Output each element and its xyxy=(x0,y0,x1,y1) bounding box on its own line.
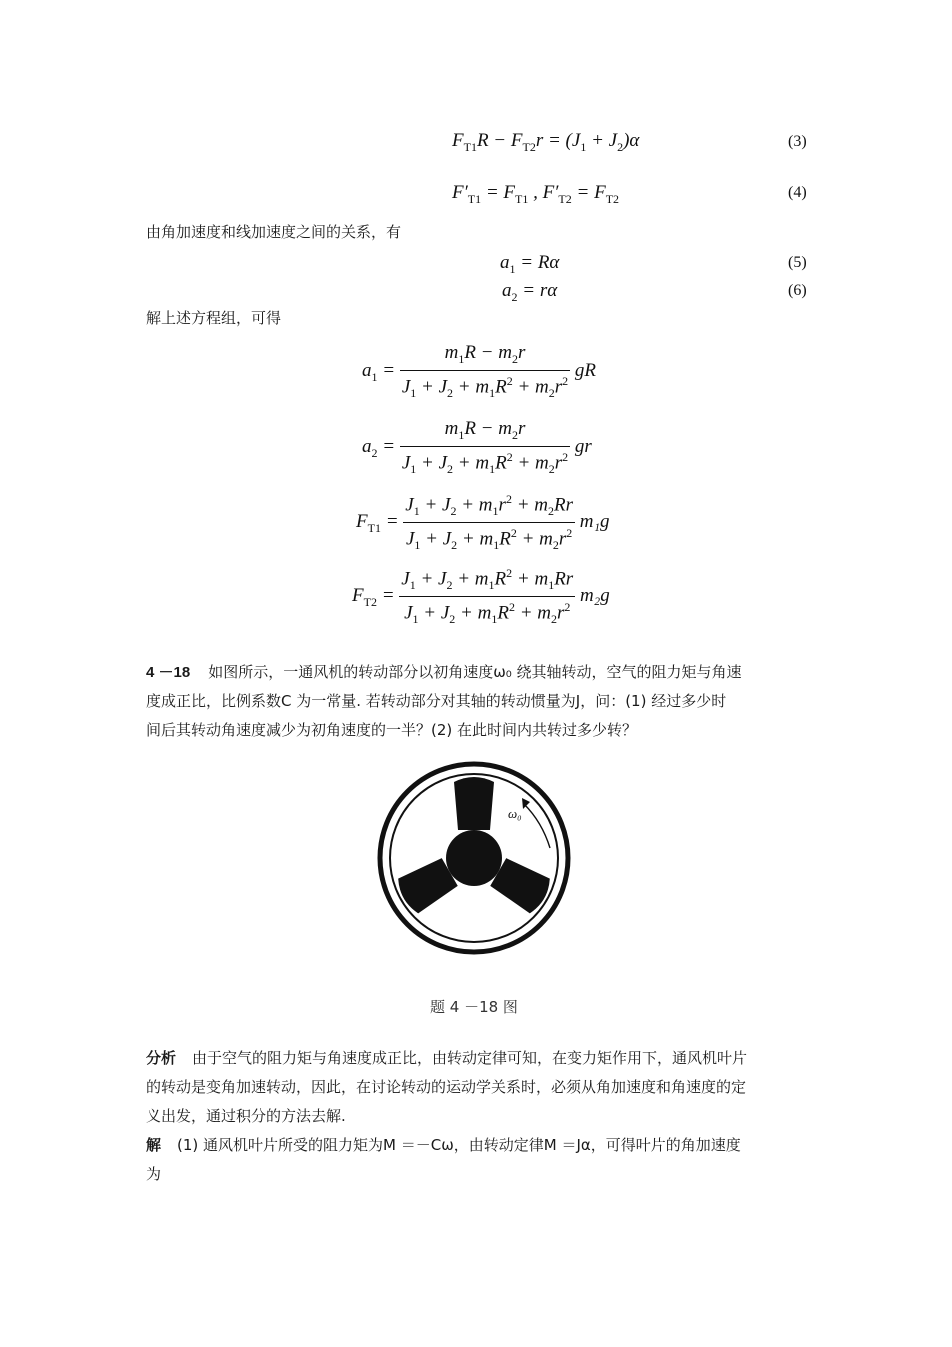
solution-line-2: 为 xyxy=(146,1165,162,1183)
analysis-line-2: 的转动是变角加速转动，因此，在讨论转动的运动学关系时，必须从角加速度和角速度的定 xyxy=(146,1078,747,1096)
problem-number: 4 －18 xyxy=(146,664,191,681)
solution-line-1: 解 (1) 通风机叶片所受的阻力矩为M ＝－Cω，由转动定律M ＝Jα，可得叶片的角加速度 xyxy=(146,1136,741,1154)
analysis-line-1: 分析 由于空气的阻力矩与角速度成正比，由转动定律可知，在变力矩作用下，通风机叶片 xyxy=(146,1049,748,1067)
equation-3: $F_{T1}R - F_{T2}r = (J_1 + J_2)\alpha$ xyxy=(452,130,640,154)
solution-label: 解 xyxy=(146,1136,162,1154)
analysis-label: 分析 xyxy=(146,1049,177,1067)
problem-line-1: 4 －18 如图所示，一通风机的转动部分以初角速度ω₀ 绕其轴转动，空气的阻力矩与角速 xyxy=(146,663,742,681)
equation-number-6: (6) xyxy=(788,282,807,299)
solution-paragraph xyxy=(146,1131,826,1189)
fan-hub xyxy=(446,830,502,886)
fan-figure xyxy=(376,760,572,956)
result-a2: $a_2$ = $\frac{m_1R - m_2r}{J_1 + J_2 + m_1R^2 + m_2r^2}$ gr xyxy=(362,418,592,476)
omega-label: ω₀ xyxy=(508,806,522,821)
problem-statement xyxy=(146,658,826,745)
result-ft2-tail: m₂g xyxy=(579,584,610,606)
analysis-paragraph xyxy=(146,1044,826,1131)
relation-intro-text: 由角加速度和线加速度之间的关系，有 xyxy=(146,223,402,241)
equation-number-4: (4) xyxy=(788,184,807,201)
equation-4: $F'_{T1} = F_{T1}$ , $F'_{T2} = F_{T2}$ xyxy=(452,182,620,206)
rotation-arrowhead xyxy=(522,798,530,809)
problem-line-2: 度成正比，比例系数C 为一常量. 若转动部分对其轴的转动惯量为J，问：(1) 经过多少时 xyxy=(146,692,727,710)
equation-number-5: (5) xyxy=(788,254,807,271)
result-a1-tail: gR xyxy=(574,359,596,381)
result-ft1-tail: m₁g xyxy=(579,510,610,532)
figure-caption: 题 4 －18 图 xyxy=(430,998,518,1016)
problem-line-3: 间后其转动角速度减少为初角速度的一半？(2) 在此时间内共转过多少转？ xyxy=(146,721,638,739)
equation-5: $a_1 = R\alpha$ xyxy=(500,252,560,276)
equation-6: $a_2 = r\alpha$ xyxy=(502,280,558,304)
rotation-arrow xyxy=(524,804,550,848)
equation-number-3: (3) xyxy=(788,133,807,150)
result-ft1: $F_{T1}$ = $\frac{J_1 + J_2 + m_1r^2 + m_2Rr}{J_1 + J_2 + m_1R^2 + m_2r^2}$ m₁g xyxy=(356,492,610,553)
analysis-line-3: 义出发，通过积分的方法去解. xyxy=(146,1107,346,1125)
result-a1: $a_1$ = $\frac{m_1R - m_2r}{J_1 + J_2 + m_1R^2 + m_2r^2}$ gR xyxy=(362,342,596,400)
result-a2-tail: gr xyxy=(574,435,592,457)
result-ft2: $F_{T2}$ = $\frac{J_1 + J_2 + m_1R^2 + m_1Rr}{J_1 + J_2 + m_1R^2 + m_2r^2}$ m₂g xyxy=(352,566,610,627)
fan-blade-top xyxy=(454,777,494,830)
solve-intro-text: 解上述方程组，可得 xyxy=(146,309,282,327)
